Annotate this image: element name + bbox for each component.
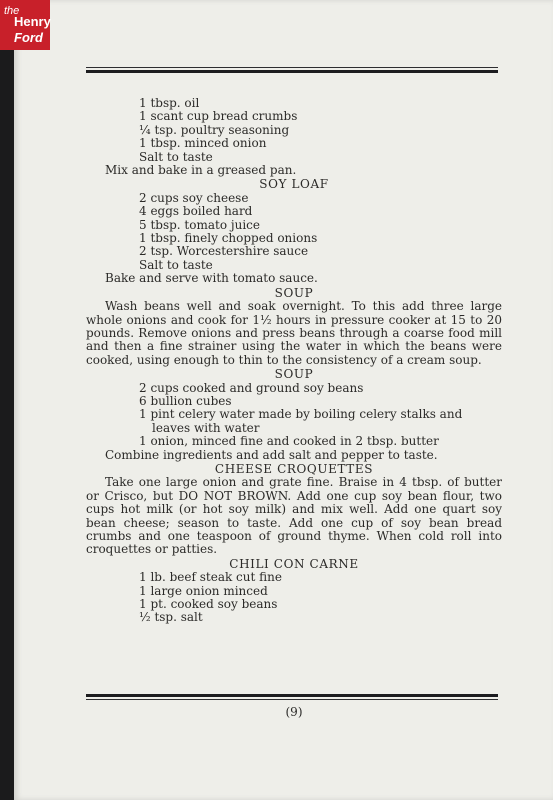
ingredient-line: 2 cups soy cheese <box>139 190 249 205</box>
recipe-content <box>86 97 502 625</box>
direction-line: Combine ingredients and add salt and pepper to taste. <box>105 447 438 462</box>
ingredient-line: 1 tbsp. minced onion <box>139 136 267 151</box>
recipe-title: SOUP <box>274 367 314 382</box>
book-page <box>14 0 553 800</box>
page-number: (9) <box>285 705 303 719</box>
ingredient-line: 6 bullion cubes <box>139 393 232 408</box>
ingredient-line: 1 pt. cooked soy beans <box>139 597 278 612</box>
ingredient-line: 1 lb. beef steak cut fine <box>139 570 282 585</box>
recipe-title: SOY LOAF <box>259 177 329 192</box>
ingredient-line: 2 cups cooked and ground soy beans <box>139 380 364 395</box>
ingredient-line: 2 tsp. Worcestershire sauce <box>139 244 309 259</box>
recipe-title: SOUP <box>274 285 314 300</box>
ingredient-line: ½ tsp. salt <box>139 610 203 625</box>
ingredient-line: 1 scant cup bread crumbs <box>139 109 298 124</box>
logo-the: the <box>4 5 20 17</box>
ingredient-line: 5 tbsp. tomato juice <box>139 217 260 232</box>
top-rule <box>86 67 498 73</box>
ingredient-line: ¼ tsp. poultry seasoning <box>139 122 290 137</box>
ingredient-continuation: leaves with water <box>152 420 260 435</box>
ingredient-line: 1 tbsp. oil <box>139 96 200 110</box>
recipe-title: CHEESE CROQUETTES <box>214 461 374 476</box>
ingredient-line: Salt to taste <box>139 149 213 164</box>
ingredient-line: 1 tbsp. finely chopped onions <box>139 231 318 246</box>
bottom-rule <box>86 694 498 700</box>
recipe-title: CHILI CON CARNE <box>229 556 359 571</box>
direction-line: Mix and bake in a greased pan. <box>105 163 297 178</box>
ingredient-line: Salt to taste <box>139 257 213 272</box>
henry-ford-logo <box>0 0 50 50</box>
recipe-paragraph: Wash beans well and soak overnight. To this add three large whole onions and cook for 1½ hours in pressure cooker at 15 to 20 pounds. Remove onions and press beans through a coarse food mill and then a fine strainer using the water in which the beans were cooked, using enough to thin to the consistency of a cream soup. <box>86 299 502 367</box>
ingredient-line: 1 large onion minced <box>139 583 268 598</box>
ingredient-line: 1 onion, minced fine and cooked in 2 tbsp. butter <box>139 434 439 449</box>
ingredient-line: 1 pint celery water made by boiling celery stalks and <box>139 407 463 422</box>
recipe-paragraph: Take one large onion and grate fine. Braise in 4 tbsp. of butter or Crisco, but DO NOT BROWN. Add one cup soy bean flour, two cups hot milk (or hot soy milk) and mix well. Add one quart soy bean cheese; season to taste. Add one cup of soy bean bread crumbs and one teaspoon of ground thyme. When cold roll into croquettes or patties. <box>86 475 502 557</box>
ingredient-line: 4 eggs boiled hard <box>139 204 253 219</box>
logo-ford: Ford <box>14 30 43 45</box>
logo-henry: Henry <box>14 14 51 29</box>
direction-line: Bake and serve with tomato sauce. <box>105 271 318 286</box>
